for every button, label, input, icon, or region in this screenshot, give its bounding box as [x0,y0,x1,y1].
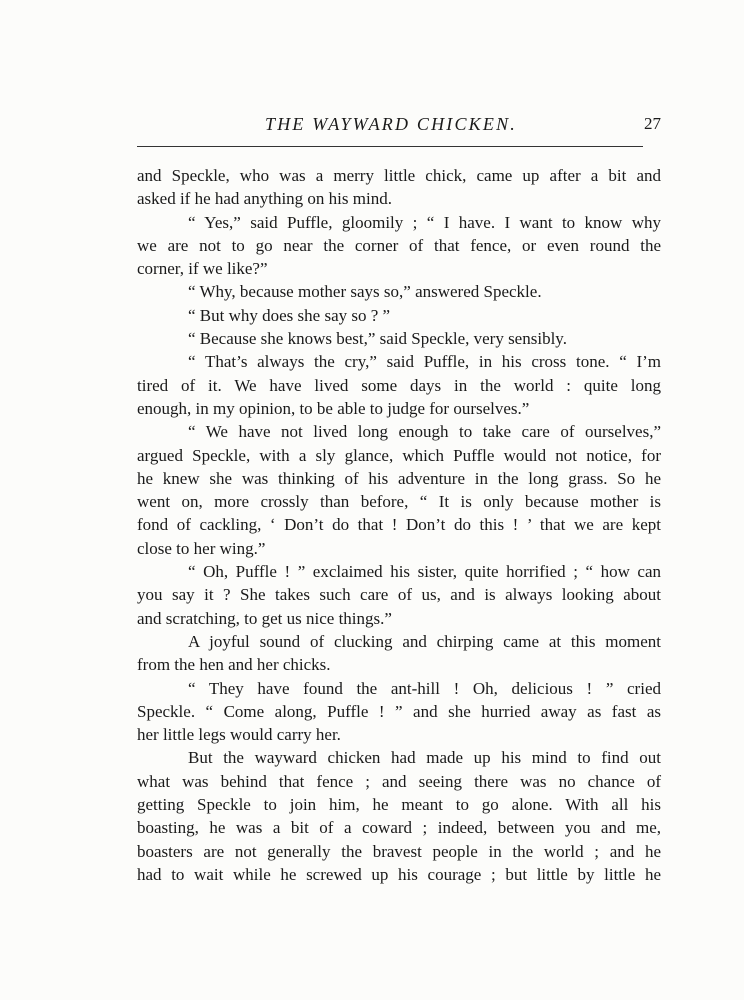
text-line: enough, in my opinion, to be able to judge for ourselves.” [137,398,530,418]
text-line: “ They have found the ant-hill ! Oh, delicious ! ” cried [188,678,661,698]
text-line: close to her wing.” [137,538,266,558]
text-line: her little legs would carry her. [137,725,341,745]
text-line: argued Speckle, with a sly glance, which Puffle would not notice, for [137,445,661,465]
text-line: and Speckle, who was a merry little chick, came up after a bit and [137,166,661,185]
text-line: “ Why, because mother says so,” answered Speckle. [188,282,542,302]
text-line: “ We have not lived long enough to take care of ourselves,” [188,422,661,442]
text-line: “ But why does she say so ? ” [188,305,391,325]
text-line: went on, more crossly than before, “ It is only because mother is [137,492,661,512]
body-text [137,164,661,886]
page-header [137,114,661,138]
text-line: But the wayward chicken had made up his mind to find out [188,748,661,768]
text-line: and scratching, to get us nice things.” [137,608,392,628]
text-line: “ Yes,” said Puffle, gloomily ; “ I have. I want to know why [188,212,661,232]
text-line: he knew she was thinking of his adventure in the long grass. So he [137,468,661,488]
text-line: from the hen and her chicks. [137,655,331,675]
text-line: had to wait while he screwed up his courage ; but little by little he [137,864,661,884]
text-line: “ Oh, Puffle ! ” exclaimed his sister, quite horrified ; “ how can [188,562,661,582]
text-line: “ That’s always the cry,” said Puffle, in his cross tone. “ I’m [188,352,661,372]
text-line: boasters are not generally the bravest people in the world ; and he [137,841,661,861]
text-line: you say it ? She takes such care of us, and is always looking about [137,585,661,605]
header-rule [137,146,643,147]
text-line: what was behind that fence ; and seeing there was no chance of [137,771,661,791]
text-line: tired of it. We have lived some days in the world : quite long [137,375,661,395]
text-line: Speckle. “ Come along, Puffle ! ” and she hurried away as fast as [137,701,661,721]
text-line: corner, if we like?” [137,259,268,279]
running-title: THE WAYWARD CHICKEN. [265,114,517,134]
text-line: we are not to go near the corner of that fence, or even round the [137,235,661,255]
text-line: fond of cackling, ‘ Don’t do that ! Don’t do this ! ’ that we are kept [137,515,661,535]
text-line: boasting, he was a bit of a coward ; indeed, between you and me, [137,818,661,838]
text-line: A joyful sound of clucking and chirping came at this moment [188,631,661,651]
text-line: getting Speckle to join him, he meant to go alone. With all his [137,795,661,815]
text-line: “ Because she knows best,” said Speckle, very sensibly. [188,329,567,349]
page-number: 27 [644,114,661,133]
text-line: asked if he had anything on his mind. [137,189,392,209]
